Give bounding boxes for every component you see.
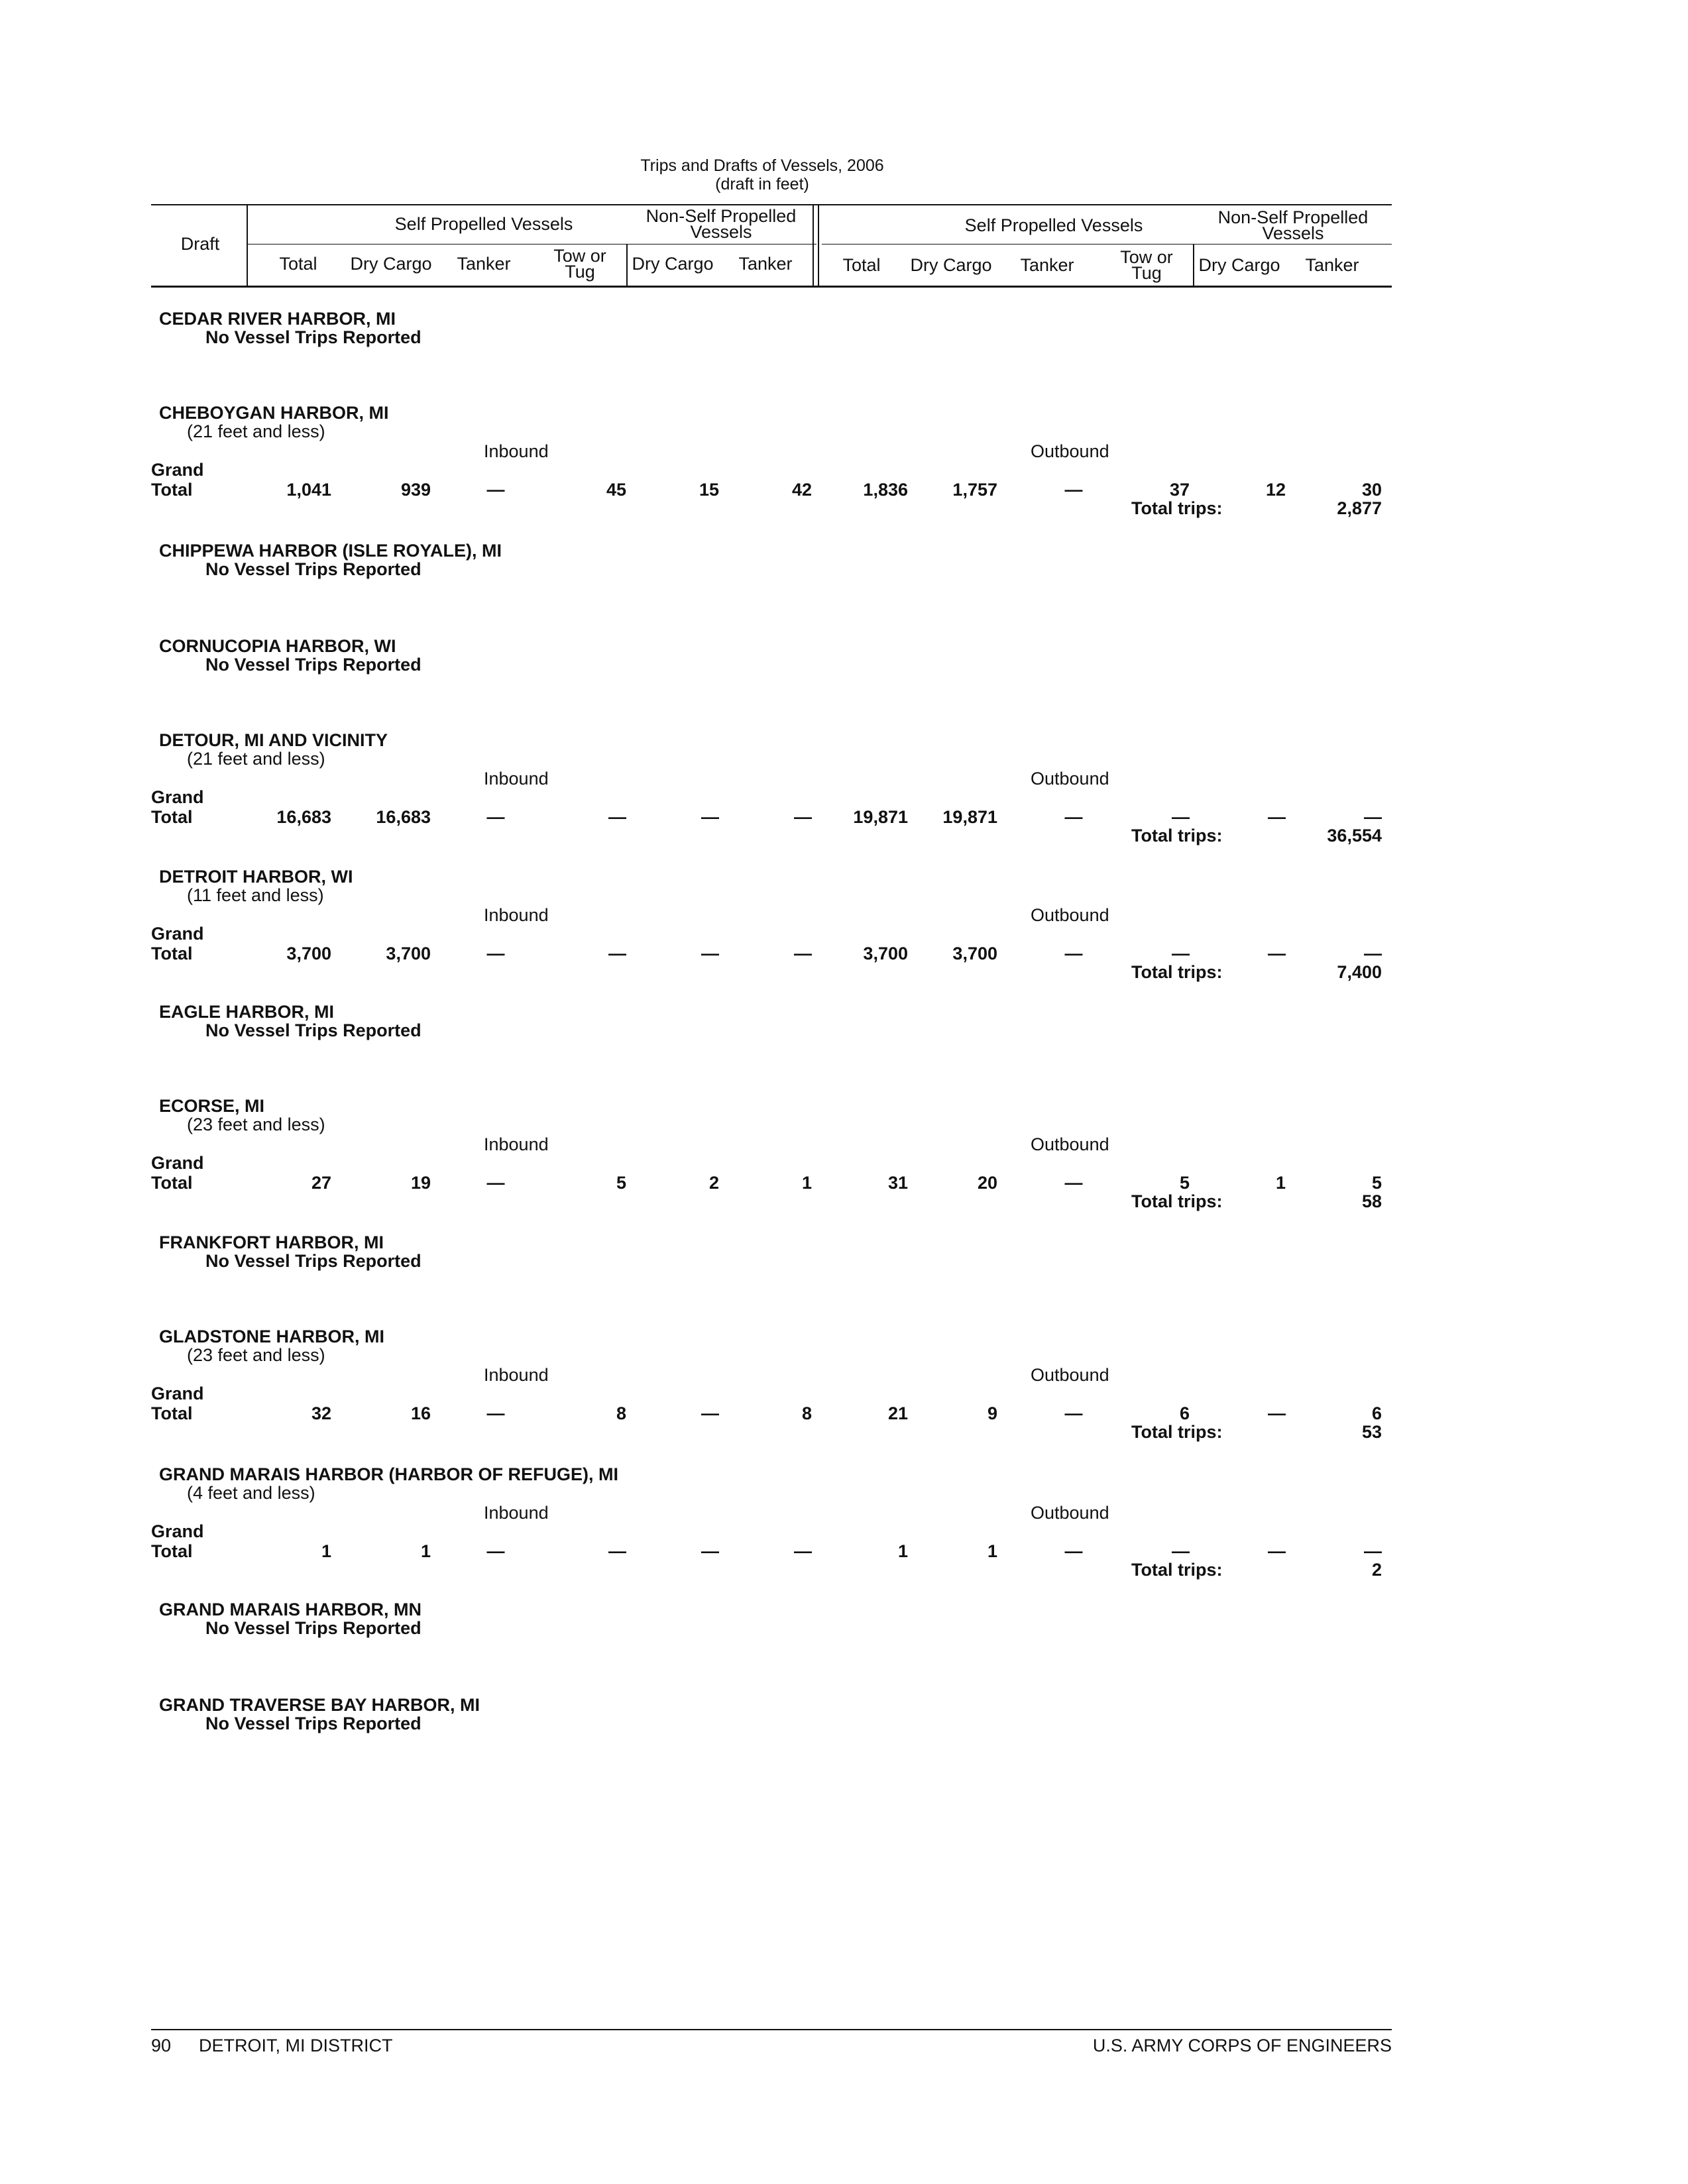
footer-district: DETROIT, MI DISTRICT: [199, 2036, 393, 2055]
inbound-label: Inbound: [484, 441, 549, 461]
no-trips-note: No Vessel Trips Reported: [205, 1020, 422, 1040]
header-nspv-in: [630, 208, 813, 240]
inbound-value: 8: [616, 1403, 626, 1423]
outbound-value: —: [1064, 480, 1083, 500]
harbor-name: GRAND MARAIS HARBOR, MN: [159, 1600, 422, 1619]
header-out-tanker: Tanker: [1020, 255, 1074, 275]
grand-label: Grand: [151, 460, 204, 480]
inbound-value: 15: [699, 480, 719, 500]
outbound-value: —: [1268, 1403, 1286, 1423]
outbound-value: 19,871: [853, 807, 908, 827]
grand-label: Grand: [151, 1521, 204, 1541]
inbound-value: 16,683: [276, 807, 331, 827]
harbor-name: CHEBOYGAN HARBOR, MI: [159, 403, 389, 423]
header-bottom-rule: [151, 286, 1392, 288]
outbound-value: —: [1064, 1541, 1083, 1561]
header-divider-inout-b: [818, 204, 819, 286]
inbound-value: —: [486, 1403, 505, 1423]
header-mid-rule-right: [822, 244, 1392, 245]
title-line-1: Trips and Drafts of Vessels, 2006: [640, 156, 884, 175]
inbound-value: —: [608, 807, 626, 827]
inbound-value: 19: [410, 1173, 431, 1193]
outbound-value: 30: [1361, 480, 1382, 500]
header-nspv-out: [1197, 209, 1389, 241]
total-trips-label: Total trips:: [1131, 826, 1223, 846]
outbound-value: —: [1064, 1403, 1083, 1423]
total-trips-label: Total trips:: [1131, 962, 1223, 982]
header-nspv-in-l2: Vessels: [690, 222, 752, 242]
total-trips-value: 36,554: [1327, 826, 1382, 846]
outbound-value: 1: [987, 1541, 997, 1561]
inbound-label: Inbound: [484, 1503, 549, 1523]
header-in-dry: Dry Cargo: [350, 254, 432, 274]
outbound-label: Outbound: [1031, 1503, 1109, 1523]
no-trips-note: No Vessel Trips Reported: [205, 327, 422, 347]
header-in-total: Total: [279, 254, 317, 274]
draft-range: (4 feet and less): [187, 1483, 315, 1503]
no-trips-note: No Vessel Trips Reported: [205, 559, 422, 579]
header-in-nsp-tanker: Tanker: [738, 254, 793, 274]
harbor-name: GRAND TRAVERSE BAY HARBOR, MI: [159, 1695, 480, 1715]
outbound-value: —: [1064, 807, 1083, 827]
inbound-value: —: [794, 1541, 812, 1561]
outbound-label: Outbound: [1031, 441, 1109, 461]
inbound-label: Inbound: [484, 1134, 549, 1154]
grand-label: Grand: [151, 924, 204, 944]
inbound-value: 1: [420, 1541, 431, 1561]
outbound-value: 3,700: [863, 944, 908, 963]
page-number: 90: [151, 2036, 172, 2055]
table-title: [497, 156, 1027, 193]
header-in-tow-l2: Tug: [565, 262, 595, 282]
outbound-value: —: [1364, 1541, 1382, 1561]
outbound-value: 12: [1265, 480, 1286, 500]
outbound-value: —: [1172, 807, 1190, 827]
inbound-value: 32: [311, 1403, 331, 1423]
inbound-value: 27: [311, 1173, 331, 1193]
inbound-value: —: [794, 944, 812, 963]
total-trips-label: Total trips:: [1131, 1191, 1223, 1211]
header-top-rule: [151, 204, 1392, 205]
header-out-tow-l1: Tow or: [1120, 247, 1173, 267]
inbound-value: 1,041: [286, 480, 331, 500]
inbound-value: 16: [410, 1403, 431, 1423]
inbound-value: —: [701, 807, 719, 827]
harbor-name: CEDAR RIVER HARBOR, MI: [159, 309, 396, 329]
inbound-value: 3,700: [386, 944, 431, 963]
outbound-value: 9: [987, 1403, 997, 1423]
outbound-value: 6: [1371, 1403, 1382, 1423]
outbound-value: 31: [887, 1173, 908, 1193]
outbound-value: —: [1172, 1541, 1190, 1561]
draft-range: (11 feet and less): [187, 885, 324, 905]
inbound-value: —: [486, 807, 505, 827]
inbound-value: —: [608, 944, 626, 963]
harbor-name: FRANKFORT HARBOR, MI: [159, 1232, 384, 1252]
outbound-value: —: [1064, 1173, 1083, 1193]
harbor-name: CHIPPEWA HARBOR (ISLE ROYALE), MI: [159, 541, 502, 561]
outbound-label: Outbound: [1031, 905, 1109, 925]
header-out-total: Total: [842, 255, 881, 275]
inbound-value: 16,683: [376, 807, 431, 827]
outbound-value: —: [1364, 944, 1382, 963]
draft-range: (21 feet and less): [187, 421, 325, 441]
total-trips-value: 53: [1361, 1422, 1382, 1442]
no-trips-note: No Vessel Trips Reported: [205, 1618, 422, 1638]
outbound-value: 1,757: [952, 480, 997, 500]
harbor-name: GLADSTONE HARBOR, MI: [159, 1327, 385, 1346]
draft-range: (23 feet and less): [187, 1115, 325, 1134]
outbound-value: —: [1268, 944, 1286, 963]
harbor-name: GRAND MARAIS HARBOR (HARBOR OF REFUGE), MI: [159, 1464, 618, 1484]
total-label: Total: [151, 480, 193, 500]
no-trips-note: No Vessel Trips Reported: [205, 1714, 422, 1733]
inbound-value: 3,700: [286, 944, 331, 963]
inbound-label: Inbound: [484, 1365, 549, 1385]
header-out-tow-l2: Tug: [1131, 263, 1162, 283]
inbound-value: 1: [801, 1173, 812, 1193]
harbor-name: DETROIT HARBOR, WI: [159, 867, 353, 887]
inbound-value: 5: [616, 1173, 626, 1193]
inbound-label: Inbound: [484, 769, 549, 789]
inbound-value: —: [701, 1541, 719, 1561]
header-out-dry: Dry Cargo: [910, 255, 992, 275]
inbound-value: —: [486, 1173, 505, 1193]
inbound-value: 939: [400, 480, 431, 500]
header-nspv-out-l2: Vessels: [1262, 223, 1324, 243]
outbound-value: —: [1064, 944, 1083, 963]
inbound-value: —: [701, 1403, 719, 1423]
outbound-value: 3,700: [952, 944, 997, 963]
header-divider-inout-a: [813, 204, 814, 286]
total-trips-value: 2: [1371, 1560, 1382, 1580]
header-divider-draft: [247, 204, 248, 286]
inbound-value: —: [486, 1541, 505, 1561]
header-mid-rule-left: [247, 244, 816, 245]
harbor-name: CORNUCOPIA HARBOR, WI: [159, 636, 396, 656]
total-trips-value: 2,877: [1337, 498, 1382, 518]
harbor-name: DETOUR, MI AND VICINITY: [159, 730, 388, 750]
outbound-value: 5: [1179, 1173, 1190, 1193]
header-in-tow: [540, 248, 620, 280]
outbound-value: —: [1172, 944, 1190, 963]
total-label: Total: [151, 1403, 193, 1423]
outbound-value: —: [1268, 807, 1286, 827]
inbound-value: 2: [708, 1173, 719, 1193]
title-line-2: (draft in feet): [715, 175, 809, 193]
inbound-value: 45: [606, 480, 626, 500]
header-nspv-in-l1: Non-Self Propelled: [646, 206, 797, 226]
outbound-label: Outbound: [1031, 769, 1109, 789]
footer-rule: [151, 2029, 1392, 2030]
total-trips-label: Total trips:: [1131, 1560, 1223, 1580]
inbound-value: —: [486, 944, 505, 963]
no-trips-note: No Vessel Trips Reported: [205, 655, 422, 675]
header-out-tow: [1107, 249, 1186, 281]
draft-range: (21 feet and less): [187, 749, 325, 769]
total-trips-label: Total trips:: [1131, 498, 1223, 518]
inbound-value: 8: [801, 1403, 812, 1423]
total-label: Total: [151, 1173, 193, 1193]
header-in-tow-l1: Tow or: [553, 246, 606, 266]
grand-label: Grand: [151, 1384, 204, 1403]
total-trips-value: 7,400: [1337, 962, 1382, 982]
header-spv-in: Self Propelled Vessels: [394, 214, 573, 234]
inbound-value: 1: [321, 1541, 331, 1561]
header-nspv-out-l1: Non-Self Propelled: [1217, 207, 1369, 227]
total-label: Total: [151, 1541, 193, 1561]
inbound-label: Inbound: [484, 905, 549, 925]
outbound-value: 5: [1371, 1173, 1382, 1193]
outbound-value: 1,836: [863, 480, 908, 500]
inbound-value: —: [701, 944, 719, 963]
harbor-name: EAGLE HARBOR, MI: [159, 1002, 335, 1022]
outbound-value: 1: [1275, 1173, 1286, 1193]
outbound-value: 20: [977, 1173, 997, 1193]
outbound-value: —: [1268, 1541, 1286, 1561]
total-label: Total: [151, 944, 193, 963]
total-label: Total: [151, 807, 193, 827]
header-in-nsp-dry: Dry Cargo: [632, 254, 714, 274]
total-trips-value: 58: [1361, 1191, 1382, 1211]
outbound-label: Outbound: [1031, 1365, 1109, 1385]
header-spv-out: Self Propelled Vessels: [964, 215, 1143, 235]
inbound-value: —: [486, 480, 505, 500]
header-out-nsp-dry: Dry Cargo: [1198, 255, 1280, 275]
header-in-tanker: Tanker: [457, 254, 511, 274]
outbound-value: 21: [887, 1403, 908, 1423]
no-trips-note: No Vessel Trips Reported: [205, 1251, 422, 1271]
outbound-value: —: [1364, 807, 1382, 827]
header-out-nsp-tanker: Tanker: [1305, 255, 1359, 275]
grand-label: Grand: [151, 1153, 204, 1173]
outbound-value: 6: [1179, 1403, 1190, 1423]
total-trips-label: Total trips:: [1131, 1422, 1223, 1442]
outbound-value: 37: [1169, 480, 1190, 500]
harbor-name: ECORSE, MI: [159, 1096, 265, 1116]
outbound-value: 1: [897, 1541, 908, 1561]
grand-label: Grand: [151, 787, 204, 807]
inbound-value: —: [794, 807, 812, 827]
footer-agency: U.S. ARMY CORPS OF ENGINEERS: [1092, 2036, 1392, 2055]
draft-range: (23 feet and less): [187, 1345, 325, 1365]
inbound-value: 42: [791, 480, 812, 500]
header-draft: Draft: [180, 234, 220, 254]
inbound-value: —: [608, 1541, 626, 1561]
outbound-value: 19,871: [942, 807, 997, 827]
outbound-label: Outbound: [1031, 1134, 1109, 1154]
